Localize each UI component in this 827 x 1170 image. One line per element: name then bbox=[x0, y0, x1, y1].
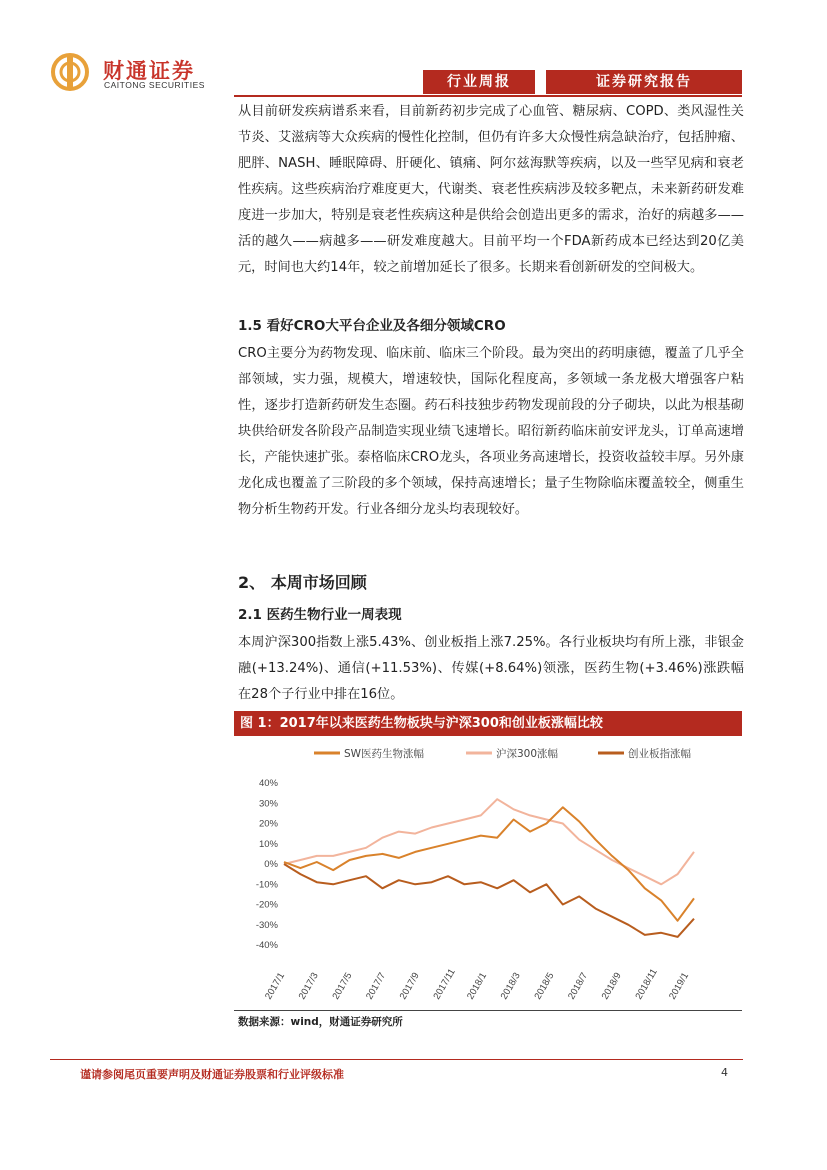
data-source: 数据来源：wind，财通证券研究所 bbox=[238, 1016, 403, 1028]
tab-industry-weekly: 行业周报 bbox=[423, 70, 535, 94]
performance-line-chart bbox=[234, 738, 742, 1006]
x-tick-label: 2017/1 bbox=[263, 970, 288, 1002]
paragraph-market-review: 本周沪深300指数上涨5.43%、创业板指上涨7.25%。各行业板块均有所上涨，非银金融(+13.24%)、通信(+11.53%)、传媒(+8.64%)领涨，医药生物(+3.46%)涨跌幅在28个子行业中排在16位。 bbox=[238, 635, 744, 702]
caitong-logo-icon bbox=[50, 52, 98, 92]
paragraph-disease-spectrum: 从目前研发疾病谱系来看，目前新药初步完成了心血管、糖尿病、COPD、类风湿性关节炎、艾滋病等大众疾病的慢性化控制，但仍有许多大众慢性病急缺治疗，包括肿瘤、肥胖、NASH、睡眠障碍、肝硬化、镇痛、阿尔兹海默等疾病，以及一些罕见病和衰老性疾病。这些疾病治疗难度更大，代谢类、衰老性疾病涉及较多靶点，未来新药研发难度进一步加大，特别是衰老性疾病这种是供给会创造出更多的需求，治好的病越多——活的越久——病越多——研发难度越大。目前平均一个FDA新药成本已经达到20亿美元，时间也大约14年，较之前增加延长了很多。长期来看创新研发的空间极大。 bbox=[238, 104, 744, 275]
x-tick-label: 2017/11 bbox=[431, 966, 458, 1002]
y-tick-label: 40% bbox=[258, 778, 278, 789]
x-tick-label: 2017/5 bbox=[330, 970, 355, 1002]
x-tick-label: 2019/1 bbox=[667, 970, 692, 1002]
header-divider bbox=[234, 95, 742, 97]
y-tick-label: -40% bbox=[255, 940, 278, 951]
x-tick-label: 2017/7 bbox=[364, 970, 389, 1002]
legend-label: 沪深300涨幅 bbox=[496, 748, 559, 760]
x-tick-label: 2018/1 bbox=[465, 970, 490, 1002]
logo-chinese-name: 财通证券 bbox=[103, 59, 195, 83]
y-tick-label: 10% bbox=[258, 838, 278, 850]
series-line-0 bbox=[284, 807, 694, 920]
section-heading-2-1: 2.1 医药生物行业一周表现 bbox=[238, 607, 402, 623]
source-divider bbox=[234, 1010, 742, 1011]
figure-title: 图 1：2017年以来医药生物板块与沪深300和创业板涨幅比较 bbox=[234, 711, 742, 736]
footer-disclaimer: 谨请参阅尾页重要声明及财通证券股票和行业评级标准 bbox=[80, 1068, 344, 1081]
x-tick-label: 2018/3 bbox=[498, 970, 523, 1002]
y-tick-label: -30% bbox=[255, 919, 278, 931]
paragraph-cro: CRO主要分为药物发现、临床前、临床三个阶段。最为突出的药明康德，覆盖了几乎全部领域，实力强，规模大，增速较快，国际化程度高，多领域一条龙极大增强客户粘性，逐步打造新药研发生态圈。药石科技独步药物发现前段的分子砌块，以此为根基砌块供给研发各阶段产品制造实现业绩飞速增长。昭衍新药临床前安评龙头，订单高速增长，产能快速扩张。泰格临床CRO龙头，各项业务高速增长，投资收益较丰厚。另外康龙化成也覆盖了三阶段的多个领域，保持高速增长；量子生物除临床覆盖较全，侧重生物分析生物药开发。行业各细分龙头均表现较好。 bbox=[238, 346, 744, 517]
legend-label: 创业板指涨幅 bbox=[628, 748, 691, 760]
x-tick-label: 2018/5 bbox=[532, 970, 557, 1002]
x-tick-label: 2018/7 bbox=[566, 970, 591, 1002]
tab-securities-research: 证券研究报告 bbox=[546, 70, 742, 94]
y-tick-label: 20% bbox=[258, 818, 278, 830]
y-tick-label: -20% bbox=[255, 899, 278, 911]
legend-label: SW医药生物涨幅 bbox=[344, 748, 425, 760]
section-heading-1-5: 1.5 看好CRO大平台企业及各细分领域CRO bbox=[238, 318, 506, 334]
x-tick-label: 2017/3 bbox=[296, 970, 321, 1002]
y-tick-label: -10% bbox=[255, 879, 278, 891]
y-tick-label: 0% bbox=[264, 859, 278, 870]
x-tick-label: 2017/9 bbox=[397, 970, 422, 1002]
footer-divider bbox=[50, 1059, 743, 1060]
x-tick-label: 2018/9 bbox=[599, 970, 624, 1002]
series-line-1 bbox=[284, 799, 694, 884]
x-tick-label: 2018/11 bbox=[633, 966, 660, 1002]
section-heading-2: 2、 本周市场回顾 bbox=[238, 573, 367, 592]
page-number: 4 bbox=[721, 1066, 728, 1079]
logo-english-name: CAITONG SECURITIES bbox=[104, 80, 205, 90]
y-tick-label: 30% bbox=[258, 798, 278, 810]
